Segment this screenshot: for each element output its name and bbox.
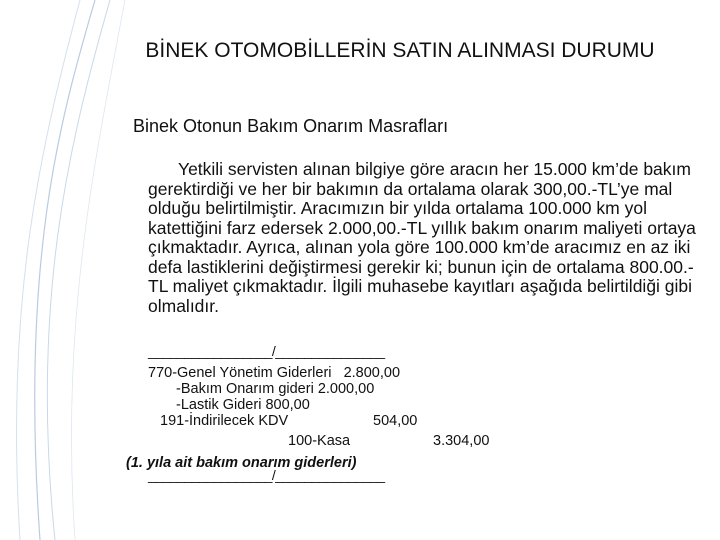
journal-line-tire: -Lastik Gideri 800,00 bbox=[176, 397, 310, 413]
journal-separator-top: _________________/_______________ bbox=[148, 343, 385, 359]
journal-note: (1. yıla ait bakım onarım giderleri) bbox=[126, 455, 357, 471]
slide-title: BİNEK OTOMOBİLLERİN SATIN ALINMASI DURUMU bbox=[145, 39, 655, 62]
section-subtitle: Binek Otonun Bakım Onarım Masrafları bbox=[133, 116, 449, 136]
paragraph-text: Yetkili servisten alınan bilgiye göre aracın her 15.000 km’de bakım gerektirdiği ve her bir bakımın da ortalama olarak 300,00.-TL’ye mal olduğu belirtilmiştir. Aracımızın bir yılda ortalama 100.000 km yol katettiğini farz edersek 2.000,00.-TL yıllık bakım onarım maliyeti ortaya çıkmaktadır. Ayrıca, alınan yola göre 100.000 km’de aracımız en az iki defa lastiklerini değiştirmesi gerekir ki; bunun için de ortalama 800.00.-TL maliyet çıkmaktadır. İlgili muhasebe kayıtları aşağıda belirtildiği gibi olmalıdır. bbox=[148, 159, 696, 316]
journal-line-cash-amount: 3.304,00 bbox=[433, 433, 490, 449]
journal-line-vat-account: 191-İndirilecek KDV bbox=[160, 413, 289, 429]
journal-line-cash-account: 100-Kasa bbox=[288, 433, 351, 449]
journal-line-maintenance: -Bakım Onarım gideri 2.000,00 bbox=[176, 381, 375, 397]
journal-entry bbox=[0, 344, 720, 494]
journal-separator-bottom: _________________/_______________ bbox=[148, 467, 385, 483]
journal-line-vat-amount: 504,00 bbox=[373, 413, 418, 429]
journal-line-general-admin: 770-Genel Yönetim Giderleri 2.800,00 bbox=[148, 365, 401, 381]
body-paragraph bbox=[148, 160, 696, 316]
